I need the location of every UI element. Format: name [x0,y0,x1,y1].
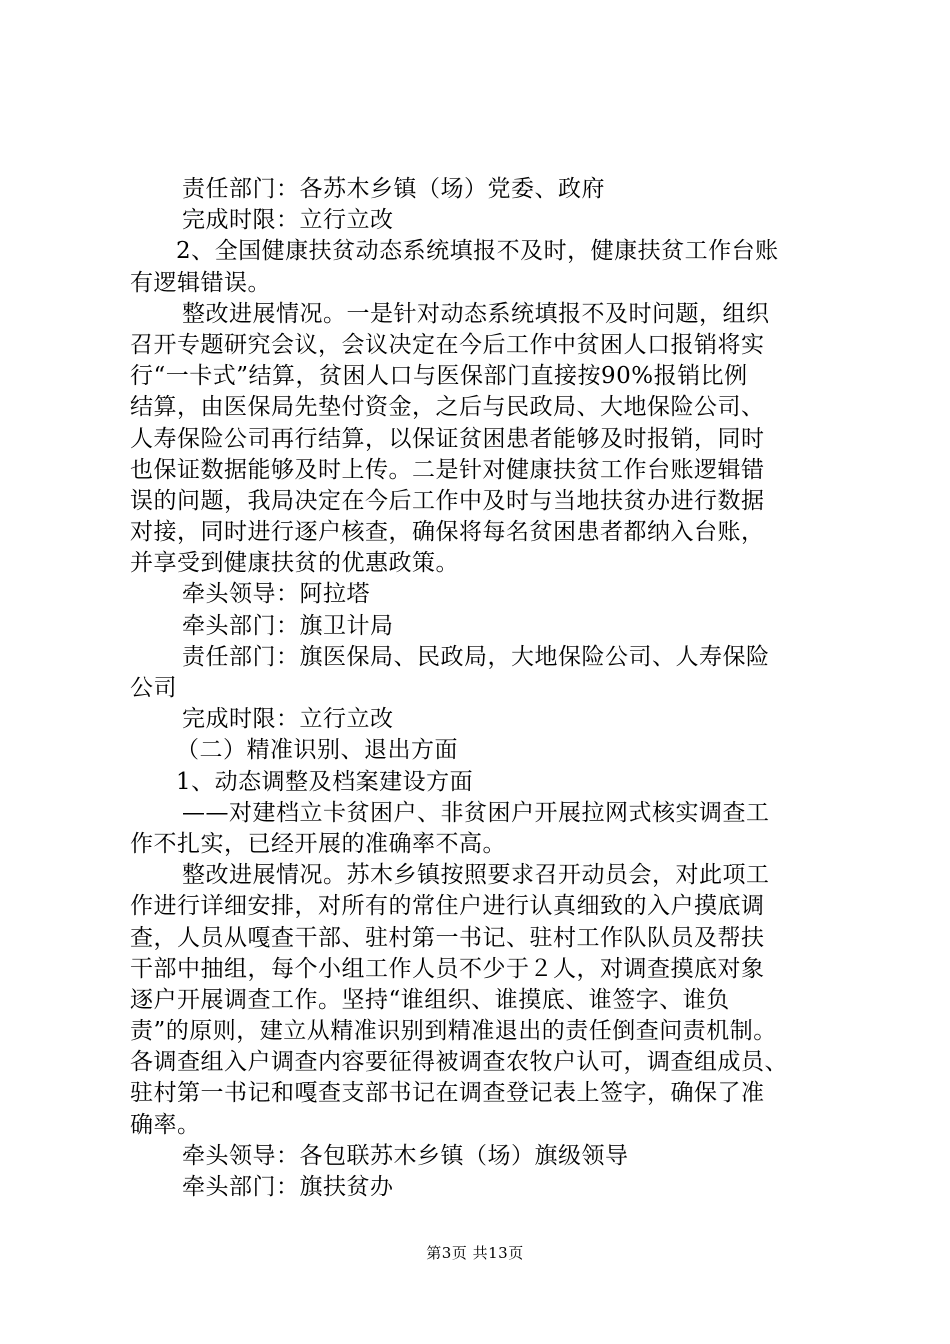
text-line: 完成时限：立行立改 [182,706,394,733]
text-line: 行“一卡式”结算，贫困人口与医保部门直接按90%报销比例 [130,363,748,390]
text-line: 误的问题，我局决定在今后工作中及时与当地扶贫办进行数据 [130,487,765,514]
text-line: 牵头部门：旗扶贫办 [182,1174,394,1200]
text-line: 责”的原则，建立从精准识别到精准退出的责任倒查问责机制。 [130,1018,777,1045]
text-line: 人寿保险公司再行结算，以保证贫困患者能够及时报销，同时 [130,425,765,452]
text-line: 整改进展情况。一是针对动态系统填报不及时问题，组织 [182,300,770,327]
text-line: 召开专题研究会议，会议决定在今后工作中贫困人口报销将实 [130,331,765,358]
text-line: 各调查组入户调查内容要征得被调查农牧户认可，调查组成员、 [130,1049,788,1076]
text-line: ——对建档立卡贫困户、非贫困户开展拉网式核实调查工 [182,799,770,826]
text-line: 2、全国健康扶贫动态系统填报不及时，健康扶贫工作台账 [176,238,779,265]
text-line: 确率。 [130,1111,201,1138]
text-line: 牵头部门：旗卫计局 [182,612,394,639]
text-line: 结算，由医保局先垫付资金，之后与民政局、大地保险公司、 [130,394,765,421]
text-line: 查，人员从嘎查干部、驻村第一书记、驻村工作队队员及帮扶 [130,924,765,951]
page-footer: 第3页 共13页 [426,1244,524,1262]
text-line: 也保证数据能够及时上传。二是针对健康扶贫工作台账逻辑错 [130,456,765,483]
text-line: 责任部门：各苏木乡镇（场）党委、政府 [182,176,605,202]
document-body [130,174,835,1203]
text-line: 1、动态调整及档案建设方面 [176,768,474,795]
text-line: 整改进展情况。苏木乡镇按照要求召开动员会，对此项工 [182,862,770,889]
text-line: 牵头领导：阿拉塔 [182,581,370,608]
text-line: 作不扎实，已经开展的准确率不高。 [130,830,506,857]
text-line: 逐户开展调查工作。坚持“谁组织、谁摸底、谁签字、谁负 [130,986,730,1013]
text-line: 对接，同时进行逐户核查，确保将每名贫困患者都纳入台账， [130,519,765,546]
text-line: （二）精准识别、退出方面 [176,737,458,764]
text-line: 并享受到健康扶贫的优惠政策。 [130,550,459,577]
text-line: 完成时限：立行立改 [182,207,394,234]
text-line: 责任部门：旗医保局、民政局，大地保险公司、人寿保险 [182,643,770,670]
text-line: 公司 [130,675,177,701]
text-line: 作进行详细安排，对所有的常住户进行认真细致的入户摸底调 [130,893,765,920]
text-line: 牵头领导：各包联苏木乡镇（场）旗级领导 [182,1142,629,1169]
text-line: 干部中抽组，每个小组工作人员不少于２人，对调查摸底对象 [130,955,765,982]
text-line: 有逻辑错误。 [130,269,271,296]
text-line: 驻村第一书记和嘎查支部书记在调查登记表上签字，确保了准 [130,1080,765,1107]
